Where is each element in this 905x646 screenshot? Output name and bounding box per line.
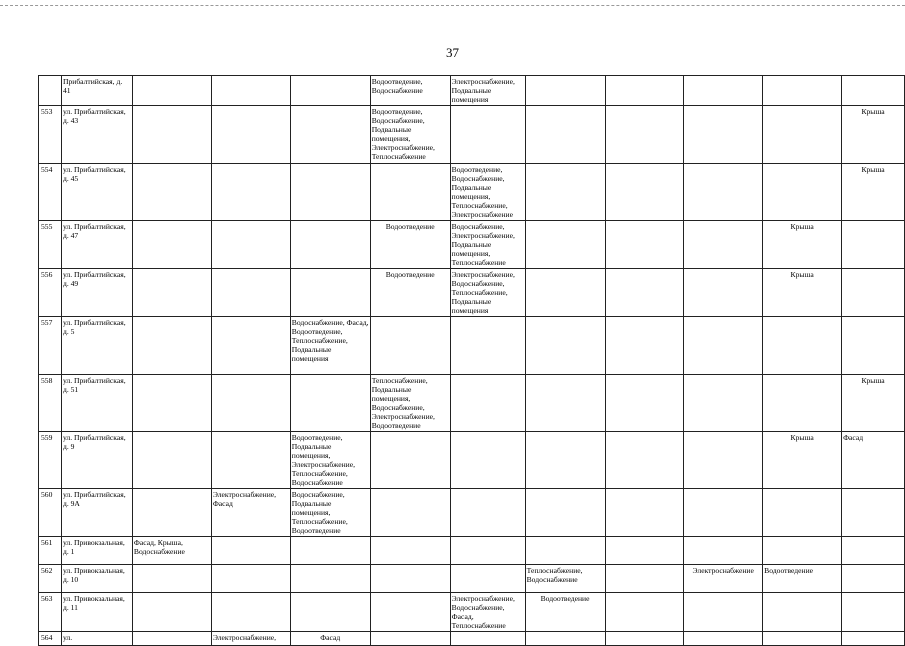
work-cell: Электроснабжение, Подвальные помещения bbox=[450, 76, 525, 106]
work-cell: Крыша bbox=[842, 106, 905, 164]
work-cell bbox=[525, 489, 605, 537]
work-cell bbox=[450, 489, 525, 537]
table-row bbox=[39, 106, 905, 164]
table-row bbox=[39, 565, 905, 593]
work-cell bbox=[132, 221, 211, 269]
work-cell bbox=[211, 76, 290, 106]
work-cell bbox=[525, 317, 605, 375]
work-cell: Крыша bbox=[763, 269, 842, 317]
work-cell bbox=[684, 489, 763, 537]
work-cell bbox=[842, 593, 905, 632]
work-cell bbox=[211, 164, 290, 221]
work-cell bbox=[211, 593, 290, 632]
work-cell: Теплоснабжение, Водоснабжение bbox=[525, 565, 605, 593]
work-cell bbox=[605, 317, 684, 375]
work-cell bbox=[525, 269, 605, 317]
work-cell bbox=[605, 375, 684, 432]
work-cell bbox=[605, 269, 684, 317]
work-cell bbox=[605, 632, 684, 646]
work-cell: Водоотведение, Водоснабжение, Подвальные помещения, Электроснабжение, Теплоснабжение bbox=[370, 106, 450, 164]
scan-edge-line bbox=[0, 5, 905, 6]
work-cell bbox=[525, 76, 605, 106]
row-number: 559 bbox=[39, 432, 62, 489]
work-cell bbox=[763, 593, 842, 632]
work-cell: Водоснабжение, Электроснабжение, Подвальные помещения, Теплоснабжение bbox=[450, 221, 525, 269]
work-cell bbox=[684, 317, 763, 375]
work-cell: Крыша bbox=[763, 221, 842, 269]
work-cell bbox=[370, 164, 450, 221]
row-number: 553 bbox=[39, 106, 62, 164]
work-cell bbox=[605, 221, 684, 269]
work-cell bbox=[525, 221, 605, 269]
work-cell bbox=[290, 565, 370, 593]
work-cell bbox=[132, 632, 211, 646]
work-cell bbox=[605, 565, 684, 593]
work-cell bbox=[211, 565, 290, 593]
work-cell: Водоотведение bbox=[370, 221, 450, 269]
work-cell bbox=[290, 375, 370, 432]
work-cell bbox=[450, 565, 525, 593]
work-cell bbox=[525, 632, 605, 646]
work-cell bbox=[684, 269, 763, 317]
work-cell bbox=[132, 489, 211, 537]
address-cell: ул. Прибалтийская, д. 47 bbox=[61, 221, 132, 269]
work-cell bbox=[684, 432, 763, 489]
work-cell bbox=[684, 632, 763, 646]
work-cell bbox=[450, 375, 525, 432]
work-cell bbox=[605, 106, 684, 164]
row-number: 554 bbox=[39, 164, 62, 221]
repair-schedule-table bbox=[38, 75, 905, 646]
work-cell bbox=[290, 537, 370, 565]
row-number: 558 bbox=[39, 375, 62, 432]
address-cell: Прибалтийская, д. 41 bbox=[61, 76, 132, 106]
work-cell bbox=[763, 164, 842, 221]
table-row bbox=[39, 375, 905, 432]
row-number: 562 bbox=[39, 565, 62, 593]
work-cell bbox=[290, 76, 370, 106]
work-cell bbox=[525, 375, 605, 432]
address-cell: ул. Прибалтийская, д. 9А bbox=[61, 489, 132, 537]
work-cell bbox=[290, 164, 370, 221]
work-cell bbox=[370, 632, 450, 646]
work-cell: Водоотведение bbox=[370, 269, 450, 317]
work-cell bbox=[211, 317, 290, 375]
work-cell bbox=[763, 317, 842, 375]
row-number: 556 bbox=[39, 269, 62, 317]
address-cell: ул. Привокзальная, д. 1 bbox=[61, 537, 132, 565]
work-cell bbox=[525, 432, 605, 489]
work-cell bbox=[842, 269, 905, 317]
table-row bbox=[39, 221, 905, 269]
work-cell: Водоснабжение, Подвальные помещения, Теплоснабжение, Водоотведение bbox=[290, 489, 370, 537]
work-cell: Водоотведение, Водоснабжение, Подвальные помещения, Теплоснабжение, Электроснабжение bbox=[450, 164, 525, 221]
address-cell: ул. Прибалтийская, д. 5 bbox=[61, 317, 132, 375]
table-row bbox=[39, 164, 905, 221]
work-cell: Электроснабжение, Фасад bbox=[211, 489, 290, 537]
row-number: 557 bbox=[39, 317, 62, 375]
work-cell bbox=[290, 221, 370, 269]
work-cell: Крыша bbox=[842, 375, 905, 432]
work-cell bbox=[525, 537, 605, 565]
work-cell bbox=[605, 489, 684, 537]
table-row bbox=[39, 632, 905, 646]
work-cell: Теплоснабжение, Подвальные помещения, Водоснабжение, Электроснабжение, Водоотведение bbox=[370, 375, 450, 432]
work-cell: Электроснабжение, Водоснабжение, Фасад, Теплоснабжение bbox=[450, 593, 525, 632]
work-cell bbox=[605, 432, 684, 489]
work-cell bbox=[370, 565, 450, 593]
work-cell bbox=[763, 489, 842, 537]
work-cell bbox=[132, 106, 211, 164]
work-cell bbox=[370, 489, 450, 537]
work-cell bbox=[605, 76, 684, 106]
row-number: 561 bbox=[39, 537, 62, 565]
address-cell: ул. Прибалтийская, д. 49 bbox=[61, 269, 132, 317]
work-cell bbox=[450, 537, 525, 565]
address-cell: ул. Прибалтийская, д. 51 bbox=[61, 375, 132, 432]
table-row bbox=[39, 537, 905, 565]
work-cell bbox=[763, 375, 842, 432]
address-cell: ул. Прибалтийская, д. 43 bbox=[61, 106, 132, 164]
work-cell bbox=[763, 632, 842, 646]
work-cell bbox=[842, 565, 905, 593]
address-cell: ул. Привокзальная, д. 10 bbox=[61, 565, 132, 593]
address-cell: ул. Привокзальная, д. 11 bbox=[61, 593, 132, 632]
work-cell bbox=[211, 106, 290, 164]
table-row bbox=[39, 76, 905, 106]
work-cell bbox=[842, 537, 905, 565]
address-cell: ул. bbox=[61, 632, 132, 646]
work-cell bbox=[450, 432, 525, 489]
work-cell bbox=[290, 593, 370, 632]
work-cell bbox=[132, 432, 211, 489]
table-row bbox=[39, 593, 905, 632]
work-cell bbox=[684, 76, 763, 106]
work-cell: Водоотведение, Водоснабжение bbox=[370, 76, 450, 106]
table-row bbox=[39, 432, 905, 489]
work-cell bbox=[370, 432, 450, 489]
work-cell: Фасад bbox=[842, 432, 905, 489]
work-cell bbox=[211, 375, 290, 432]
row-number: 555 bbox=[39, 221, 62, 269]
row-number: 563 bbox=[39, 593, 62, 632]
table-row bbox=[39, 489, 905, 537]
work-cell bbox=[763, 537, 842, 565]
work-cell bbox=[684, 164, 763, 221]
work-cell: Крыша bbox=[842, 164, 905, 221]
work-cell bbox=[842, 76, 905, 106]
work-cell bbox=[290, 269, 370, 317]
work-cell bbox=[132, 593, 211, 632]
work-cell bbox=[132, 164, 211, 221]
work-cell: Фасад, Крыша, Водоснабжение bbox=[132, 537, 211, 565]
table-row bbox=[39, 317, 905, 375]
work-cell: Водоотведение bbox=[763, 565, 842, 593]
work-cell bbox=[450, 317, 525, 375]
work-cell bbox=[132, 565, 211, 593]
work-cell bbox=[450, 632, 525, 646]
work-cell bbox=[684, 106, 763, 164]
work-cell bbox=[684, 537, 763, 565]
work-cell bbox=[211, 537, 290, 565]
work-cell: Водоотведение, Подвальные помещения, Электроснабжение, Теплоснабжение, Водоснабжение bbox=[290, 432, 370, 489]
row-number bbox=[39, 76, 62, 106]
row-number: 564 bbox=[39, 632, 62, 646]
work-cell bbox=[370, 537, 450, 565]
work-cell bbox=[605, 593, 684, 632]
work-cell bbox=[605, 164, 684, 221]
row-number: 560 bbox=[39, 489, 62, 537]
work-cell: Фасад bbox=[290, 632, 370, 646]
work-cell bbox=[450, 106, 525, 164]
work-cell bbox=[684, 593, 763, 632]
work-cell bbox=[370, 593, 450, 632]
work-cell bbox=[763, 76, 842, 106]
work-cell bbox=[211, 221, 290, 269]
work-cell: Водоотведение bbox=[525, 593, 605, 632]
page-number: 37 bbox=[446, 45, 459, 60]
work-cell bbox=[842, 317, 905, 375]
work-cell bbox=[290, 106, 370, 164]
work-cell bbox=[763, 106, 842, 164]
work-cell bbox=[211, 269, 290, 317]
address-cell: ул. Прибалтийская, д. 9 bbox=[61, 432, 132, 489]
work-cell bbox=[132, 317, 211, 375]
address-cell: ул. Прибалтийская, д. 45 bbox=[61, 164, 132, 221]
work-cell: Электроснабжение bbox=[684, 565, 763, 593]
work-cell bbox=[605, 537, 684, 565]
work-cell bbox=[525, 164, 605, 221]
work-cell: Электроснабжение, Водоснабжение, Теплоснабжение, Подвальные помещения bbox=[450, 269, 525, 317]
work-cell bbox=[684, 375, 763, 432]
work-cell: Крыша bbox=[763, 432, 842, 489]
work-cell bbox=[211, 432, 290, 489]
work-cell: Электроснабжение, bbox=[211, 632, 290, 646]
work-cell bbox=[132, 375, 211, 432]
work-cell bbox=[842, 632, 905, 646]
work-cell bbox=[525, 106, 605, 164]
work-cell bbox=[370, 317, 450, 375]
work-cell bbox=[842, 221, 905, 269]
work-cell bbox=[132, 76, 211, 106]
table-row bbox=[39, 269, 905, 317]
work-cell: Водоснабжение, Фасад, Водоотведение, Теплоснабжение, Подвальные помещения bbox=[290, 317, 370, 375]
work-cell bbox=[684, 221, 763, 269]
work-cell bbox=[132, 269, 211, 317]
work-cell bbox=[842, 489, 905, 537]
